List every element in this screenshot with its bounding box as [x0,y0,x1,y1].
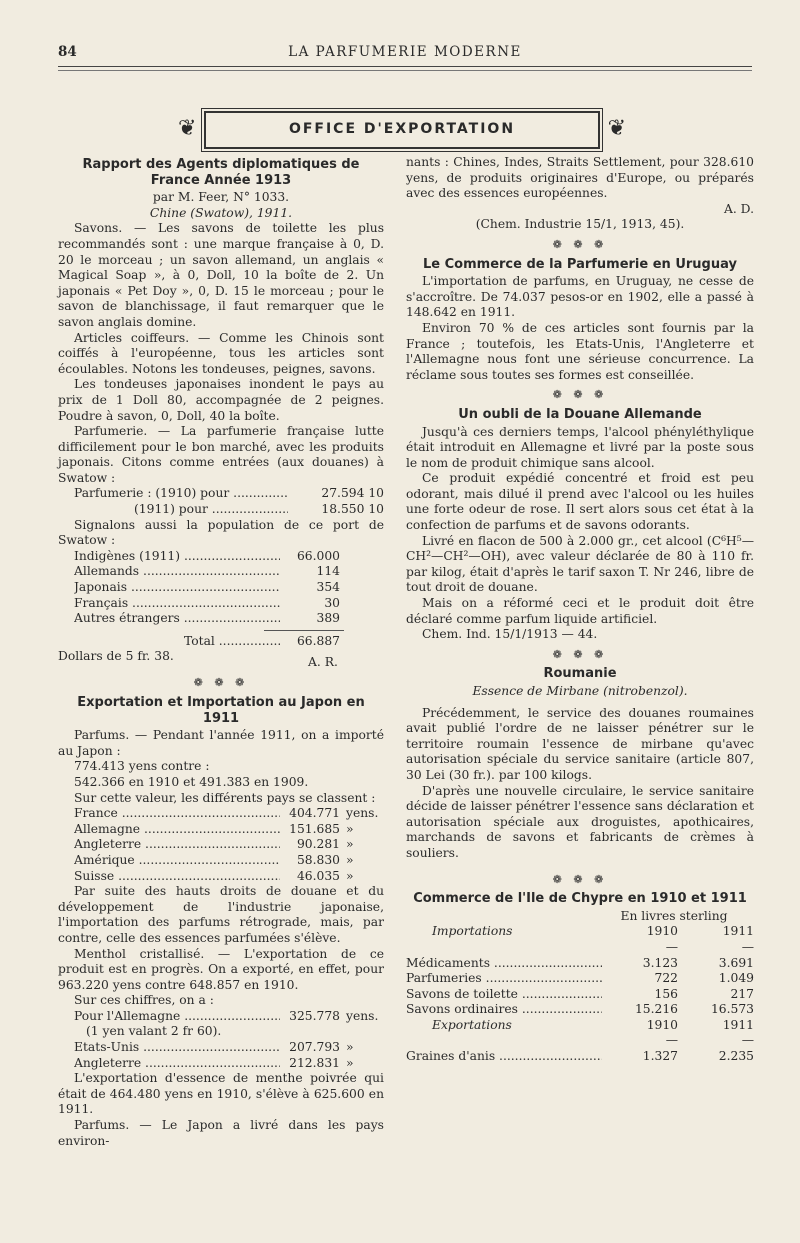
header-rule-thin [58,70,752,71]
table-row: Japonais ..... 354 [58,580,384,596]
import-row: Parfumerie : (1910) pour ..... 27.594 10 [58,486,384,502]
table-row: Angleterre ..... 212.831 » [58,1056,384,1072]
paragraph: Menthol cristallisé. — L'exportation de ce produit est en progrès. On a exporté, en effet, pour 963.220 yens contre 648.857 en 1910. [58,946,384,992]
section-title-douane: Un oubli de la Douane Allemande [458,406,702,422]
table-row: (1 yen valant 2 fr 60). [86,1024,222,1039]
paragraph: Précédemment, le service des douanes roumaines avait publié l'ordre de ne laisser pénétrer sur le territoire roumain l'essence de mirbane qu'avec autorisation spéciale du service sanitaire (article 807, 30 Lei (30 fr.). par 100 kilogs. [406,705,754,782]
paragraph: Ce produit expédié concentré et froid est peu odorant, mais dilué il prend avec l'alcool ou les huiles une forte odeur de rose. Il sert alors sous cet état à la confection de parfums et de savons odorants. [406,471,754,533]
paragraph: D'après une nouvelle circulaire, le service sanitaire décide de laisser pénétrer l'essence sans déclaration et autorisation spéciale aux droguistes, apothicaires, marchands de savons et fabricants de crèmes à souliers. [406,783,754,860]
table-row: Allemagne ..... 151.685 » [58,822,384,838]
paragraph: Livré en flacon de 500 à 2.000 gr., cet alcool (C⁶H⁵—CH²—CH²—OH), avec valeur déclarée de 80 à 110 fr. par kilog, était d'après le tarif saxon T. Nr 246, libre de tout droit de douane. [406,533,754,595]
paragraph: Par suite des hauts droits de douane et du développement de l'industrie japonaise, l'importation des parfums rétrograde, mais, par contre, celle des essences parfumées s'élève. [58,884,384,945]
paragraph: Les tondeuses japonaises inondent le pays au prix de 1 Doll 80, accompagnée de 2 peignes. Poudre à savon, 0, Doll, 40 la boîte. [58,377,384,423]
paragraph: L'exportation d'essence de menthe poivrée qui était de 464.480 yens en 1910, s'élève à 625.600 en 1911. [58,1071,384,1117]
dollars-note: Dollars de 5 fr. 38. [58,649,174,664]
header-rule [58,66,752,67]
paragraph: Jusqu'à ces derniers temps, l'alcool phényléthylique était introduit en Allemagne et livré par la poste sous le nom de produit chimique sans alcool. [406,424,754,470]
right-column [406,155,754,1065]
section-banner [178,108,626,152]
table-header: Exportations 1910 1911 [432,1017,754,1032]
paragraph: Sur cette valeur, les différents pays se classent : [74,790,376,805]
separator-stars: ❁ ❁ ❁ [552,388,608,402]
separator-stars: ❁ ❁ ❁ [552,647,608,661]
separator-stars: ❁ ❁ ❁ [193,676,249,690]
paragraph: nants : Chines, Indes, Straits Settlement, pour 328.610 yens, de produits originaires d'Europe, ou préparés avec des essences européennes. [406,155,754,201]
table-row: Angleterre ..... 90.281 » [58,837,384,853]
paragraph: Parfumerie. — La parfumerie française lutte difficilement pour le bon marché, avec les produits japonais. Citons comme entrées (aux douanes) à Swatow : [58,424,384,485]
journal-title: LA PARFUMERIE MODERNE [288,44,522,60]
section-title-rapport: Rapport des Agents diplomatiques de France Année 1913 [82,157,360,188]
page-number: 84 [58,44,77,60]
left-column [58,155,384,1149]
paragraph: Articles coiffeurs. — Comme les Chinois sont coiffés à l'européenne, tous les articles sont écoulables. Notons les tondeuses, peignes, savons. [58,330,384,376]
chypre-table: En livres sterling Importations 1910 1911 — — Médicaments ..... 3.123 3.691 Parfumeries ..... 722 1.049 Savons de toilette ..... 156 217 Savons ordinaires ..... 15.216 16.573 Exportations 1910 1911 — — Graines d'anis ..... 1.327 2.235 [406,909,754,1065]
table-row: Français ..... 30 [58,596,384,612]
section-title-japon: Exportation et Importation au Japon en 1911 [77,695,365,726]
paragraph: Environ 70 % de ces articles sont fournis par la France ; toutefois, les Etats-Unis, l'Angleterre et l'Allemagne nous font une sérieuse concurrence. La réclame sous toutes ses formes est conseillée. [406,320,754,382]
table-row: Savons ordinaires ..... 15.216 16.573 [406,1002,754,1018]
table-row: Médicaments ..... 3.123 3.691 [406,956,754,972]
byline: par M. Feer, N° 1033. [152,190,290,205]
table-row: Suisse ..... 46.035 » [58,869,384,885]
paragraph: Mais on a réformé ceci et le produit doit être déclaré comme parfum liquide artificiel. [406,596,754,626]
table-row: Indigènes (1911) ..... 66.000 [58,549,384,565]
table-row: Savons de toilette ..... 156 217 [406,987,754,1003]
section-title-roumanie: Roumanie [543,666,617,682]
paragraph: Parfums. — Pendant l'année 1911, on a importé au Japon : [58,728,384,758]
paragraph: Sur ces chiffres, on a : [74,993,214,1008]
total-row: Total ..... 66.887 [58,634,384,650]
population-table [58,549,384,650]
table-row: Autres étrangers ..... 389 [58,611,384,627]
table-row: Amérique ..... 58.830 » [58,853,384,869]
table-row: Allemands ..... 114 [58,564,384,580]
banner-title: OFFICE D'EXPORTATION [288,121,516,137]
paragraph: L'importation de parfums, en Uruguay, ne cesse de s'accroître. De 74.037 pesos-or en 1902, elle a passé à 148.642 en 1911. [406,274,754,320]
subtitle: Essence de Mirbane (nitrobenzol). [472,684,688,698]
table-row: Graines d'anis ..... 1.327 2.235 [406,1049,754,1065]
paragraph: 542.366 en 1910 et 491.383 en 1909. [74,774,309,789]
table-row: Pour l'Allemagne ..... 325.778 yens. [58,1009,384,1025]
separator-stars: ❁ ❁ ❁ [552,237,608,251]
table-row: Etats-Unis ..... 207.793 » [58,1040,384,1056]
section-title-uruguay: Le Commerce de la Parfumerie en Uruguay [423,256,737,272]
table-row: France ..... 404.771 yens. [58,806,384,822]
ornament-left-icon: ❦ [178,116,197,141]
table-header: En livres sterling [620,908,728,923]
source-note: (Chem. Industrie 15/1, 1913, 45). [475,217,685,232]
table-row: Parfumeries ..... 722 1.049 [406,971,754,987]
source-note: Chem. Ind. 15/1/1913 — 44. [422,627,598,642]
separator-stars: ❁ ❁ ❁ [552,872,608,886]
total-rule [264,630,344,631]
menthol-table [58,1009,384,1071]
paragraph: Savons. — Les savons de toilette les plus recommandés sont : une marque française à 0, D. 20 le morceau ; un savon allemand, un anglais « Magical Soap », à 0, Doll, 10 la boîte de 2. Un japonais « Pet Doy », 0, D. 15 le morceau ; pour le savon de blanchissage, il faut remarquer que le savon anglais domine. [58,221,384,329]
signature: A. D. [723,201,754,216]
ornament-right-icon: ❦ [607,116,626,141]
place-date: Chine (Swatow), 1911. [149,205,293,220]
paragraph: Signalons aussi la population de ce port de Swatow : [58,517,384,548]
signature: A. R. [308,655,338,670]
section-title-chypre: Commerce de l'Ile de Chypre en 1910 et 1911 [413,891,747,907]
running-header [58,44,752,64]
countries-table [58,806,384,884]
table-header: Importations 1910 1911 [432,924,754,939]
paragraph: Parfums. — Le Japon a livré dans les pays environ- [58,1118,384,1148]
import-row: (1911) pour ..... 18.550 10 [58,502,384,518]
paragraph: 774.413 yens contre : [74,759,210,774]
